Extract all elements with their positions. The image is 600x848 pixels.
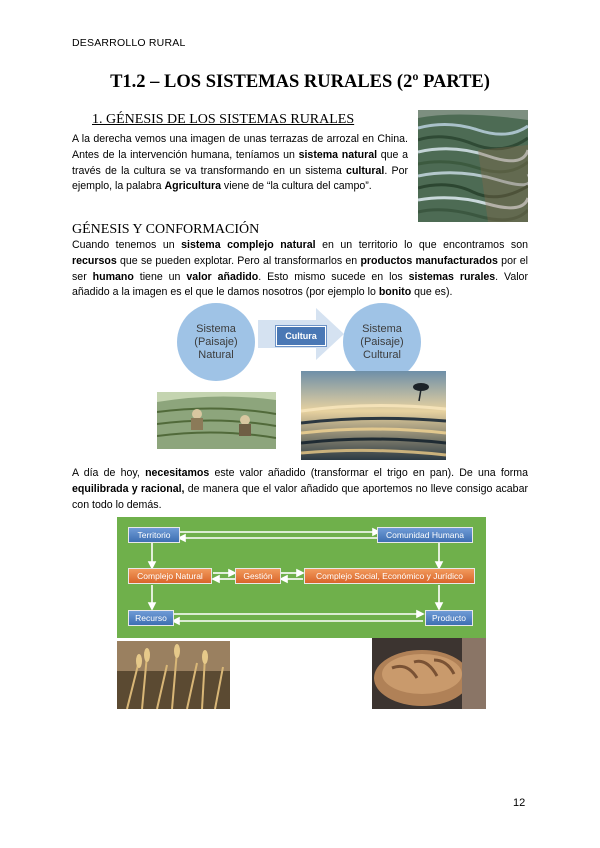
bold-term: recursos [72,254,117,267]
text-run: por el ser [72,254,528,283]
bold-term: equilibrada y racional, [72,482,185,495]
flow-node-recurso: Recurso [128,610,174,626]
bold-term: sistema complejo natural [181,239,316,251]
flow-node-producto: Producto [425,610,473,626]
section-heading-conformacion: GÉNESIS Y CONFORMACIÓN [72,222,260,237]
text-run: tiene un [133,270,187,283]
paragraph-intro [72,132,408,195]
text-run: que es). [411,286,453,299]
running-header: DESARROLLO RURAL [72,37,186,49]
bold-term: Agricultura [164,180,221,193]
text-run: A la derecha vemos una imagen de unas terrazas de arrozal en China. Antes de la intervención humana, teníamos un [72,133,408,161]
bread-loaf-photo [372,638,486,709]
text-run: viene de “la cultura del campo”. [220,180,372,193]
sunset-terraces-photo [301,371,446,460]
bold-term: bonito [378,286,412,299]
bold-term: valor añadido [186,270,259,283]
text-run: que a través de la cultura se va transformando en un sistema [72,148,408,177]
text-run: . Por ejemplo, la palabra [72,164,409,193]
text-run: . Esto mismo sucede en los [258,270,409,283]
flow-node-complejo-natural: Complejo Natural [128,568,212,584]
sistema-cultural-circle [343,303,421,381]
paragraph-valor-anadido [72,466,528,513]
text-run: de manera que el valor añadido que aportemos no lleve consigo acabar con todo lo demás. [72,482,528,511]
wheat-field-photo [117,641,230,709]
flow-node-gestion: Gestión [235,568,281,584]
page-title: T1.2 – LOS SISTEMAS RURALES (2º PARTE) [110,72,490,92]
sistema-natural-label: Sistema (Paisaje) Natural [194,322,238,361]
flow-node-territorio: Territorio [128,527,180,543]
bold-term: sistemas rurales [408,270,496,283]
page-number: 12 [513,797,526,809]
bold-term: productos manufacturados [360,254,498,267]
text-run: . Valor añadido a la imagen es el que le damos nosotros (por ejemplo lo [72,270,528,299]
flow-node-complejo-social: Complejo Social, Económico y Jurídico [304,568,475,584]
text-run: Cuando tenemos un [72,239,182,251]
bold-term: cultural [346,164,385,177]
text-run: este valor añadido (transformar el trigo en pan). De una forma [209,467,528,479]
bold-term: sistema natural [298,148,378,161]
rice-terraces-photo [418,110,528,222]
farmers-planting-photo [157,392,276,449]
sistema-cultural-label: Sistema (Paisaje) Cultural [360,322,404,361]
flow-node-comunidad-humana: Comunidad Humana [377,527,473,543]
cultura-label-box: Cultura [276,326,326,346]
sistema-natural-circle [177,303,255,381]
text-run: que se pueden explotar. Pero al transformarlos en [116,254,361,267]
text-run: A día de hoy, [72,467,146,479]
bold-term: necesitamos [145,467,210,479]
section-heading-genesis: 1. GÉNESIS DE LOS SISTEMAS RURALES [92,112,355,127]
paragraph-conformacion [72,238,528,301]
bold-term: humano [92,270,134,283]
text-run: en un territorio lo que encontramos son [315,239,528,251]
